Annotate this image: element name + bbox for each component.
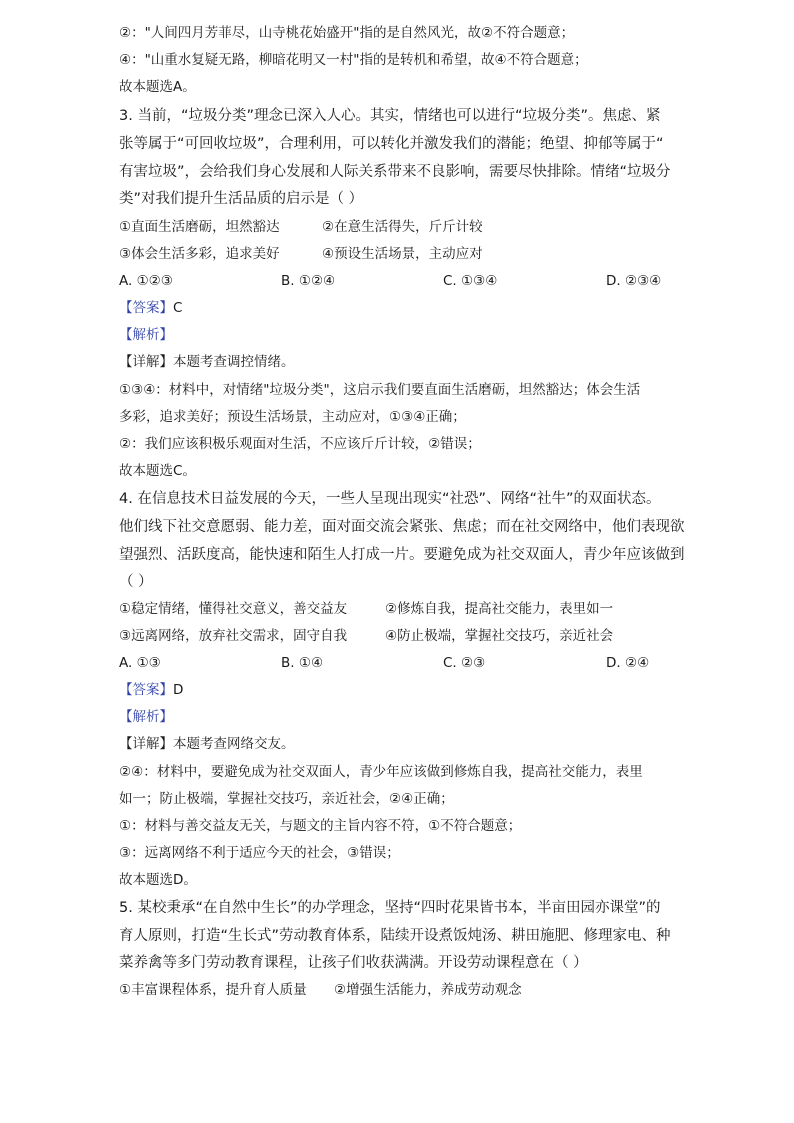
q4-choice-c: C. ②③ [443,655,486,671]
q4-expl-line: ①：材料与善交益友无关，与题文的主旨内容不符，①不符合题意； [119,818,522,834]
q5-items-row [119,980,679,1000]
q2-analysis-line: ④："山重水复疑无路，柳暗花明又一村"指的是转机和希望，故④不符合题意； [119,52,588,68]
q3-choice-b: B. ①②④ [281,273,336,289]
q4-stem-line: 他们线下社交意愿弱、能力差，面对面交流会紧张、焦虑；而在社交网络中，他们表现欲 [119,519,685,535]
q4-item: ①稳定情绪，懂得社交意义，善交益友 [119,601,348,617]
q4-answer [119,680,679,700]
q4-analysis-tag: 【解析】 [119,709,173,725]
q4-expl-line: 如一；防止极端，掌握社交技巧，亲近社会，②④正确； [119,791,454,807]
q3-choice-c: C. ①③④ [443,273,498,289]
q5-item: ②增强生活能力，养成劳动观念 [334,982,522,998]
q3-item: ②在意生活得失，斤斤计较 [322,219,483,235]
q3-items-row [119,217,679,237]
q4-choice-d: D. ②④ [606,655,650,671]
q3-stem-line: 张等属于“可回收垃圾”，合理利用，可以转化并激发我们的潜能；绝望、抑郁等属于“ [119,136,664,152]
q4-item: ③远离网络，放弃社交需求，固守自我 [119,628,348,644]
q3-stem-line: 3. 当前，“垃圾分类”理念已深入人心。其实，情绪也可以进行“垃圾分类”。焦虑、紧 [119,108,661,124]
q5-stem-line: 菜养禽等多门劳动教育课程，让孩子们收获满满。开设劳动课程意在（ ） [119,955,588,971]
answer-value: C [173,300,183,316]
q3-conclusion: 故本题选C。 [119,463,196,479]
q4-conclusion: 故本题选D。 [119,872,197,888]
q4-items-row [119,626,679,646]
q5-stem-line: 育人原则，打造“生长式”劳动教育体系，陆续开设煮饭炖汤、耕田施肥、修理家电、种 [119,928,671,944]
q4-stem-line: 望强烈、活跃度高，能快速和陌生人打成一片。要避免成为社交双面人，青少年应该做到 [119,547,685,563]
q4-stem-line: 4. 在信息技术日益发展的今天，一些人呈现出现实“社恐”、网络“社牛”的双面状态。 [119,491,661,507]
q2-conclusion: 故本题选A。 [119,79,196,95]
q3-stem-line: 有害垃圾”，会给我们身心发展和人际关系带来不良影响，需要尽快排除。情绪“垃圾分 [119,164,671,180]
q4-choice-a: A. ①③ [119,655,161,671]
q4-items-row [119,599,679,619]
q5-item: ①丰富课程体系，提升育人质量 [119,982,307,998]
q3-choice-d: D. ②③④ [606,273,662,289]
q3-expl-line: ①③④：材料中，对情绪"垃圾分类"，这启示我们要直面生活磨砺，坦然豁达；体会生活 [119,382,641,398]
q3-item: ③体会生活多彩，追求美好 [119,246,280,262]
q3-items-row [119,244,679,264]
q4-expl-line: ②④：材料中，要避免成为社交双面人，青少年应该做到修炼自我，提高社交能力，表里 [119,764,643,780]
q5-stem-line: 5. 某校秉承“在自然中生长”的办学理念，坚持“四时花果皆书本，半亩田园亦课堂”的 [119,900,661,916]
q2-analysis-line: ②："人间四月芳菲尽，山寺桃花始盛开"指的是自然风光，故②不符合题意； [119,25,575,41]
q4-item: ④防止极端，掌握社交技巧，亲近社会 [385,628,614,644]
q3-item: ④预设生活场景，主动应对 [322,246,483,262]
q4-item: ②修炼自我，提高社交能力，表里如一 [385,601,614,617]
q3-detail: 【详解】本题考查调控情绪。 [119,354,295,370]
answer-value: D [173,682,184,698]
q3-answer [119,298,679,318]
q4-choices-row [119,653,679,673]
q3-choices-row [119,271,679,291]
q4-stem-line: （ ） [119,574,153,590]
q3-stem-line: 类”对我们提升生活品质的启示是（ ） [119,191,364,207]
q3-analysis-tag: 【解析】 [119,327,173,343]
q3-expl-line: 多彩，追求美好；预设生活场景，主动应对，①③④正确； [119,409,466,425]
answer-tag: 【答案】 [119,300,173,316]
answer-tag: 【答案】 [119,682,173,698]
q3-item: ①直面生活磨砺，坦然豁达 [119,219,280,235]
q3-expl-line: ②：我们应该积极乐观面对生活，不应该斤斤计较，②错误； [119,436,481,452]
q4-expl-line: ③：远离网络不利于适应今天的社会，③错误； [119,845,400,861]
q3-choice-a: A. ①②③ [119,273,173,289]
q4-detail: 【详解】本题考查网络交友。 [119,736,295,752]
q4-choice-b: B. ①④ [281,655,324,671]
